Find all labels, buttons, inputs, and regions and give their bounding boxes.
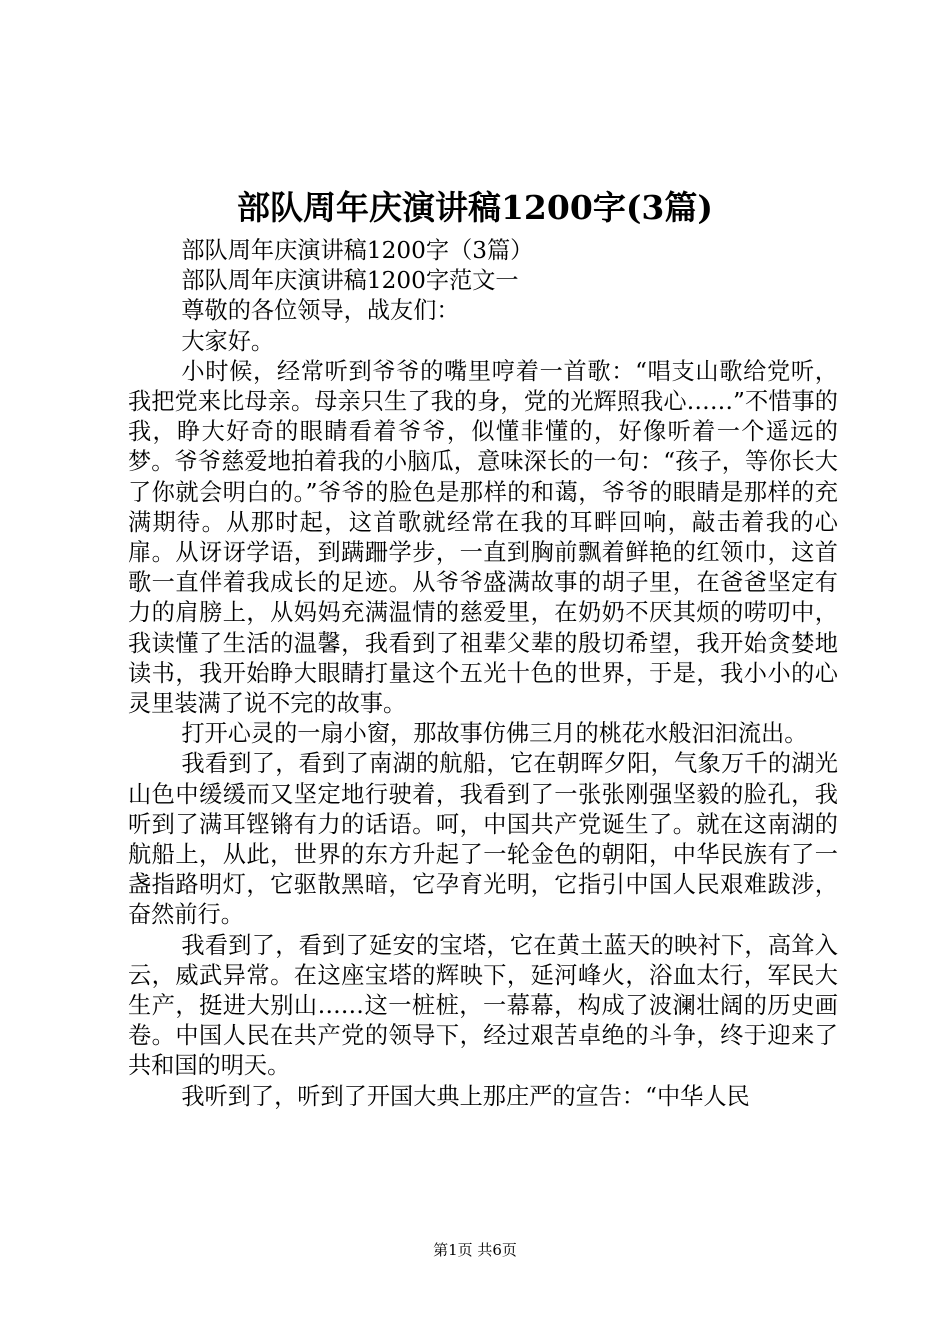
paragraph: 部队周年庆演讲稿1200字（3篇） bbox=[181, 237, 534, 264]
paragraph: 我看到了，看到了延安的宝塔，它在黄土蓝天的映衬下，高耸入云，威武异常。在这座宝塔的辉映下，延河峰火，浴血太行，军民大生产，挺进大别山……这一桩桩，一幕幕，构成了波澜壮阔的历史画卷。中国人民在共产党的领导下，经过艰苦卓绝的斗争，终于迎来了共和国的明天。 bbox=[128, 931, 838, 1080]
paragraph: 部队周年庆演讲稿1200字范文一 bbox=[181, 267, 519, 295]
paragraph: 小时候，经常听到爷爷的嘴里哼着一首歌：“唱支山歌给党听，我把党来比母亲。母亲只生了我的身，党的光辉照我心……”不惜事的我，睁大好奇的眼睛看着爷爷，似懂非懂的，好像听着一个遥远的梦。爷爷慈爱地拍着我的小脑瓜，意味深长的一句：“孩子，等你长大了你就会明白的。”爷爷的脸色是那样的和蔼，爷爷的眼睛是那样的充满期待。从那时起，这首歌就经常在我的耳畔回响，敲击着我的心扉。从讶讶学语，到蹒跚学步，一直到胸前飘着鲜艳的红领巾，这首歌一直伴着我成长的足迹。从爷爷盛满故事的胡子里，在爸爸坚定有力的肩膀上，从妈妈充满温情的慈爱里，在奶奶不厌其烦的唠叨中，我读懂了生活的温馨，我看到了祖辈父辈的殷切希望，我开始贪婪地读书，我开始睁大眼睛打量这个五光十色的世界，于是，我小小的心灵里装满了说不完的故事。 bbox=[128, 357, 838, 718]
paragraph: 大家好。 bbox=[181, 327, 275, 355]
page-footer: 第1页 共6页 bbox=[433, 1241, 517, 1259]
document-body bbox=[128, 236, 838, 1112]
paragraph: 尊敬的各位领导，战友们： bbox=[181, 297, 460, 325]
paragraph: 打开心灵的一扇小窗，那故事仿佛三月的桃花水般汩汩流出。 bbox=[181, 720, 808, 748]
paragraph: 我看到了，看到了南湖的航船，它在朝晖夕阳，气象万千的湖光山色中缓缓而又坚定地行驶着，我看到了一张张刚强坚毅的脸孔，我听到了满耳铿锵有力的话语。呵，中国共产党诞生了。就在这南湖的航船上，从此，世界的东方升起了一轮金色的朝阳，中华民族有了一盏指路明灯，它驱散黑暗，它孕育光明，它指引中国人民艰难跋涉，奋然前行。 bbox=[128, 750, 838, 929]
document-title: 部队周年庆演讲稿1200字(3篇) bbox=[236, 188, 714, 227]
paragraph: 我听到了，听到了开国大典上那庄严的宣告：“中华人民 bbox=[181, 1082, 750, 1110]
